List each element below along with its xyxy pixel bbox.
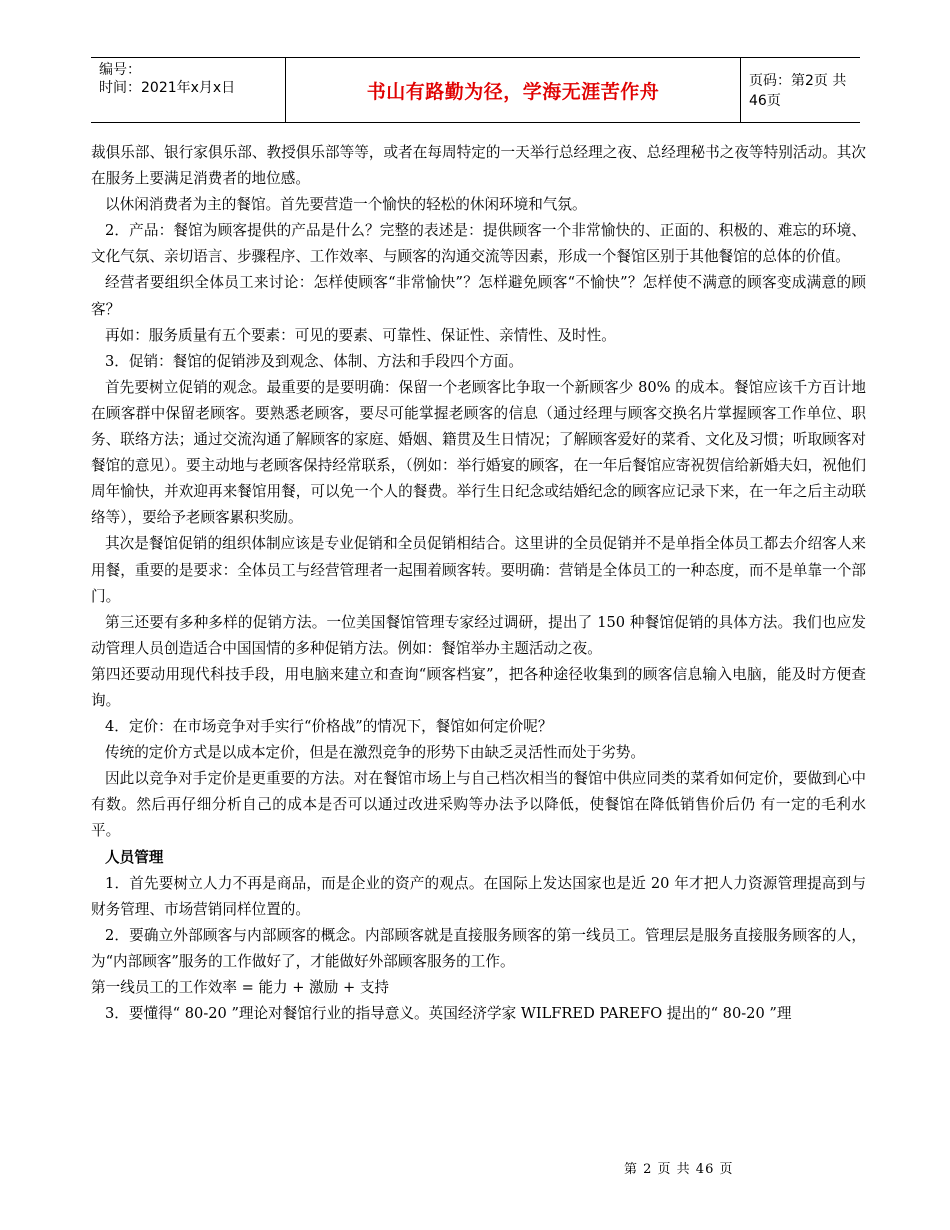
- document-time-label: 时间：2021年x月x日: [99, 80, 236, 96]
- header-motto-cell: [285, 58, 741, 122]
- paragraph: 以休闲消费者为主的餐馆。首先要营造一个愉快的轻松的休闲环境和气氛。: [105, 196, 587, 214]
- paragraph: 其次是餐馆促销的组织体制应该是专业促销和全员促销相结合。这里讲的全员促销并不是单指全体员工都去介绍客人来用餐，重要的是要求：全体员工与经营管理者一起围着顾客转。要明确：营销是全体员工的一种态度，而不是单靠一个部门。: [91, 535, 866, 605]
- paragraph: 第四还要动用现代科技手段，用电脑来建立和查询“顾客档宴”，把各种途径收集到的顾客信息输入电脑，能及时方便查询。: [91, 665, 866, 709]
- page-footer: 第 2 页 共 46 页: [624, 1162, 734, 1177]
- document-body: [91, 140, 866, 1027]
- paragraph: 首先要树立促销的观念。最重要的是要明确：保留一个老顾客比争取一个新顾客少 80% 的成本。餐馆应该千方百计地在顾客群中保留老顾客。要熟悉老顾客，要尽可能掌握老顾客的信息（通过经理与顾客交换名片掌握顾客工作单位、职务、联络方法；通过交流沟通了解顾客的家庭、婚姻、籍贯及生日情况；了解顾客爱好的菜肴、文化及习惯；听取顾客对餐馆的意见）。要主动地与老顾客保持经常联系，（例如：举行婚宴的顾客，在一年后餐馆应寄祝贺信给新婚夫妇，祝他们周年愉快，并欢迎再来餐馆用餐，可以免一个人的餐费。举行生日纪念或结婚纪念的顾客应记录下来，在一年之后主动联络等），要给予老顾客累积奖励。: [91, 378, 866, 527]
- paragraph: 裁俱乐部、银行家俱乐部、教授俱乐部等等，或者在每周特定的一天举行总经理之夜、总经理秘书之夜等特别活动。其次在服务上要满足消费者的地位感。: [91, 144, 866, 188]
- paragraph: 4．定价：在市场竞争对手实行“价格战”的情况下，餐馆如何定价呢？: [105, 718, 553, 736]
- section-heading: 人员管理: [105, 848, 164, 866]
- paragraph: 2．产品：餐馆为顾客提供的产品是什么？完整的表述是：提供顾客一个非常愉快的、正面的、积极的、难忘的环境、文化气氛、亲切语言、步骤程序、工作效率、与顾客的沟通交流等因素，形成一个餐馆区别于其他餐馆的总体的价值。: [91, 222, 866, 266]
- header-page-cell: [741, 58, 860, 122]
- paragraph: 再如：服务质量有五个要素：可见的要素、可靠性、保证性、亲情性、及时性。: [105, 326, 616, 344]
- paragraph: 因此以竞争对手定价是更重要的方法。对在餐馆市场上与自己档次相当的餐馆中供应同类的菜肴如何定价，要做到心中有数。然后再仔细分析自己的成本是否可以通过改进采购等办法予以降低，使餐馆在降低销售价后仍 有一定的毛利水平。: [91, 770, 866, 840]
- paragraph: 3．要懂得“ 80-20 ”理论对餐馆行业的指导意义。英国经济学家 WILFRED PAREFO 提出的“ 80-20 ”理: [105, 1005, 792, 1023]
- paragraph: 2．要确立外部顾客与内部顾客的概念。内部顾客就是直接服务顾客的第一线员工。管理层是服务直接服务顾客的人，为“内部顾客”服务的工作做好了，才能做好外部顾客服务的工作。: [91, 926, 866, 970]
- header-info-cell: [91, 58, 285, 122]
- motto-text: 书山有路勤为径，学海无涯苦作舟: [366, 80, 660, 103]
- paragraph: 经营者要组织全体员工来讨论：怎样使顾客“非常愉快”？怎样避免顾客“不愉快”？怎样使不满意的顾客变成满意的顾客？: [91, 274, 866, 318]
- paragraph: 第三还要有多种多样的促销方法。一位美国餐馆管理专家经过调研，提出了 150 种餐馆促销的具体方法。我们也应发动管理人员创造适合中国国情的多种促销方法。例如：餐馆举办主题活动之夜。: [91, 613, 866, 657]
- paragraph: 1．首先要树立人力不再是商品，而是企业的资产的观点。在国际上发达国家也是近 20 年才把人力资源管理提高到与财务管理、市场营销同样位置的。: [91, 874, 866, 918]
- paragraph: 3．促销：餐馆的促销涉及到观念、体制、方法和手段四个方面。: [105, 352, 523, 370]
- paragraph: 第一线员工的工作效率 = 能力 + 激励 + 支持: [91, 979, 390, 996]
- paragraph: 传统的定价方式是以成本定价，但是在激烈竞争的形势下由缺乏灵活性而处于劣势。: [105, 744, 645, 762]
- header-page-number: 页码：第2页 共46页: [749, 73, 847, 109]
- page-header: [91, 57, 860, 123]
- document-number-label: 编号：: [99, 62, 141, 78]
